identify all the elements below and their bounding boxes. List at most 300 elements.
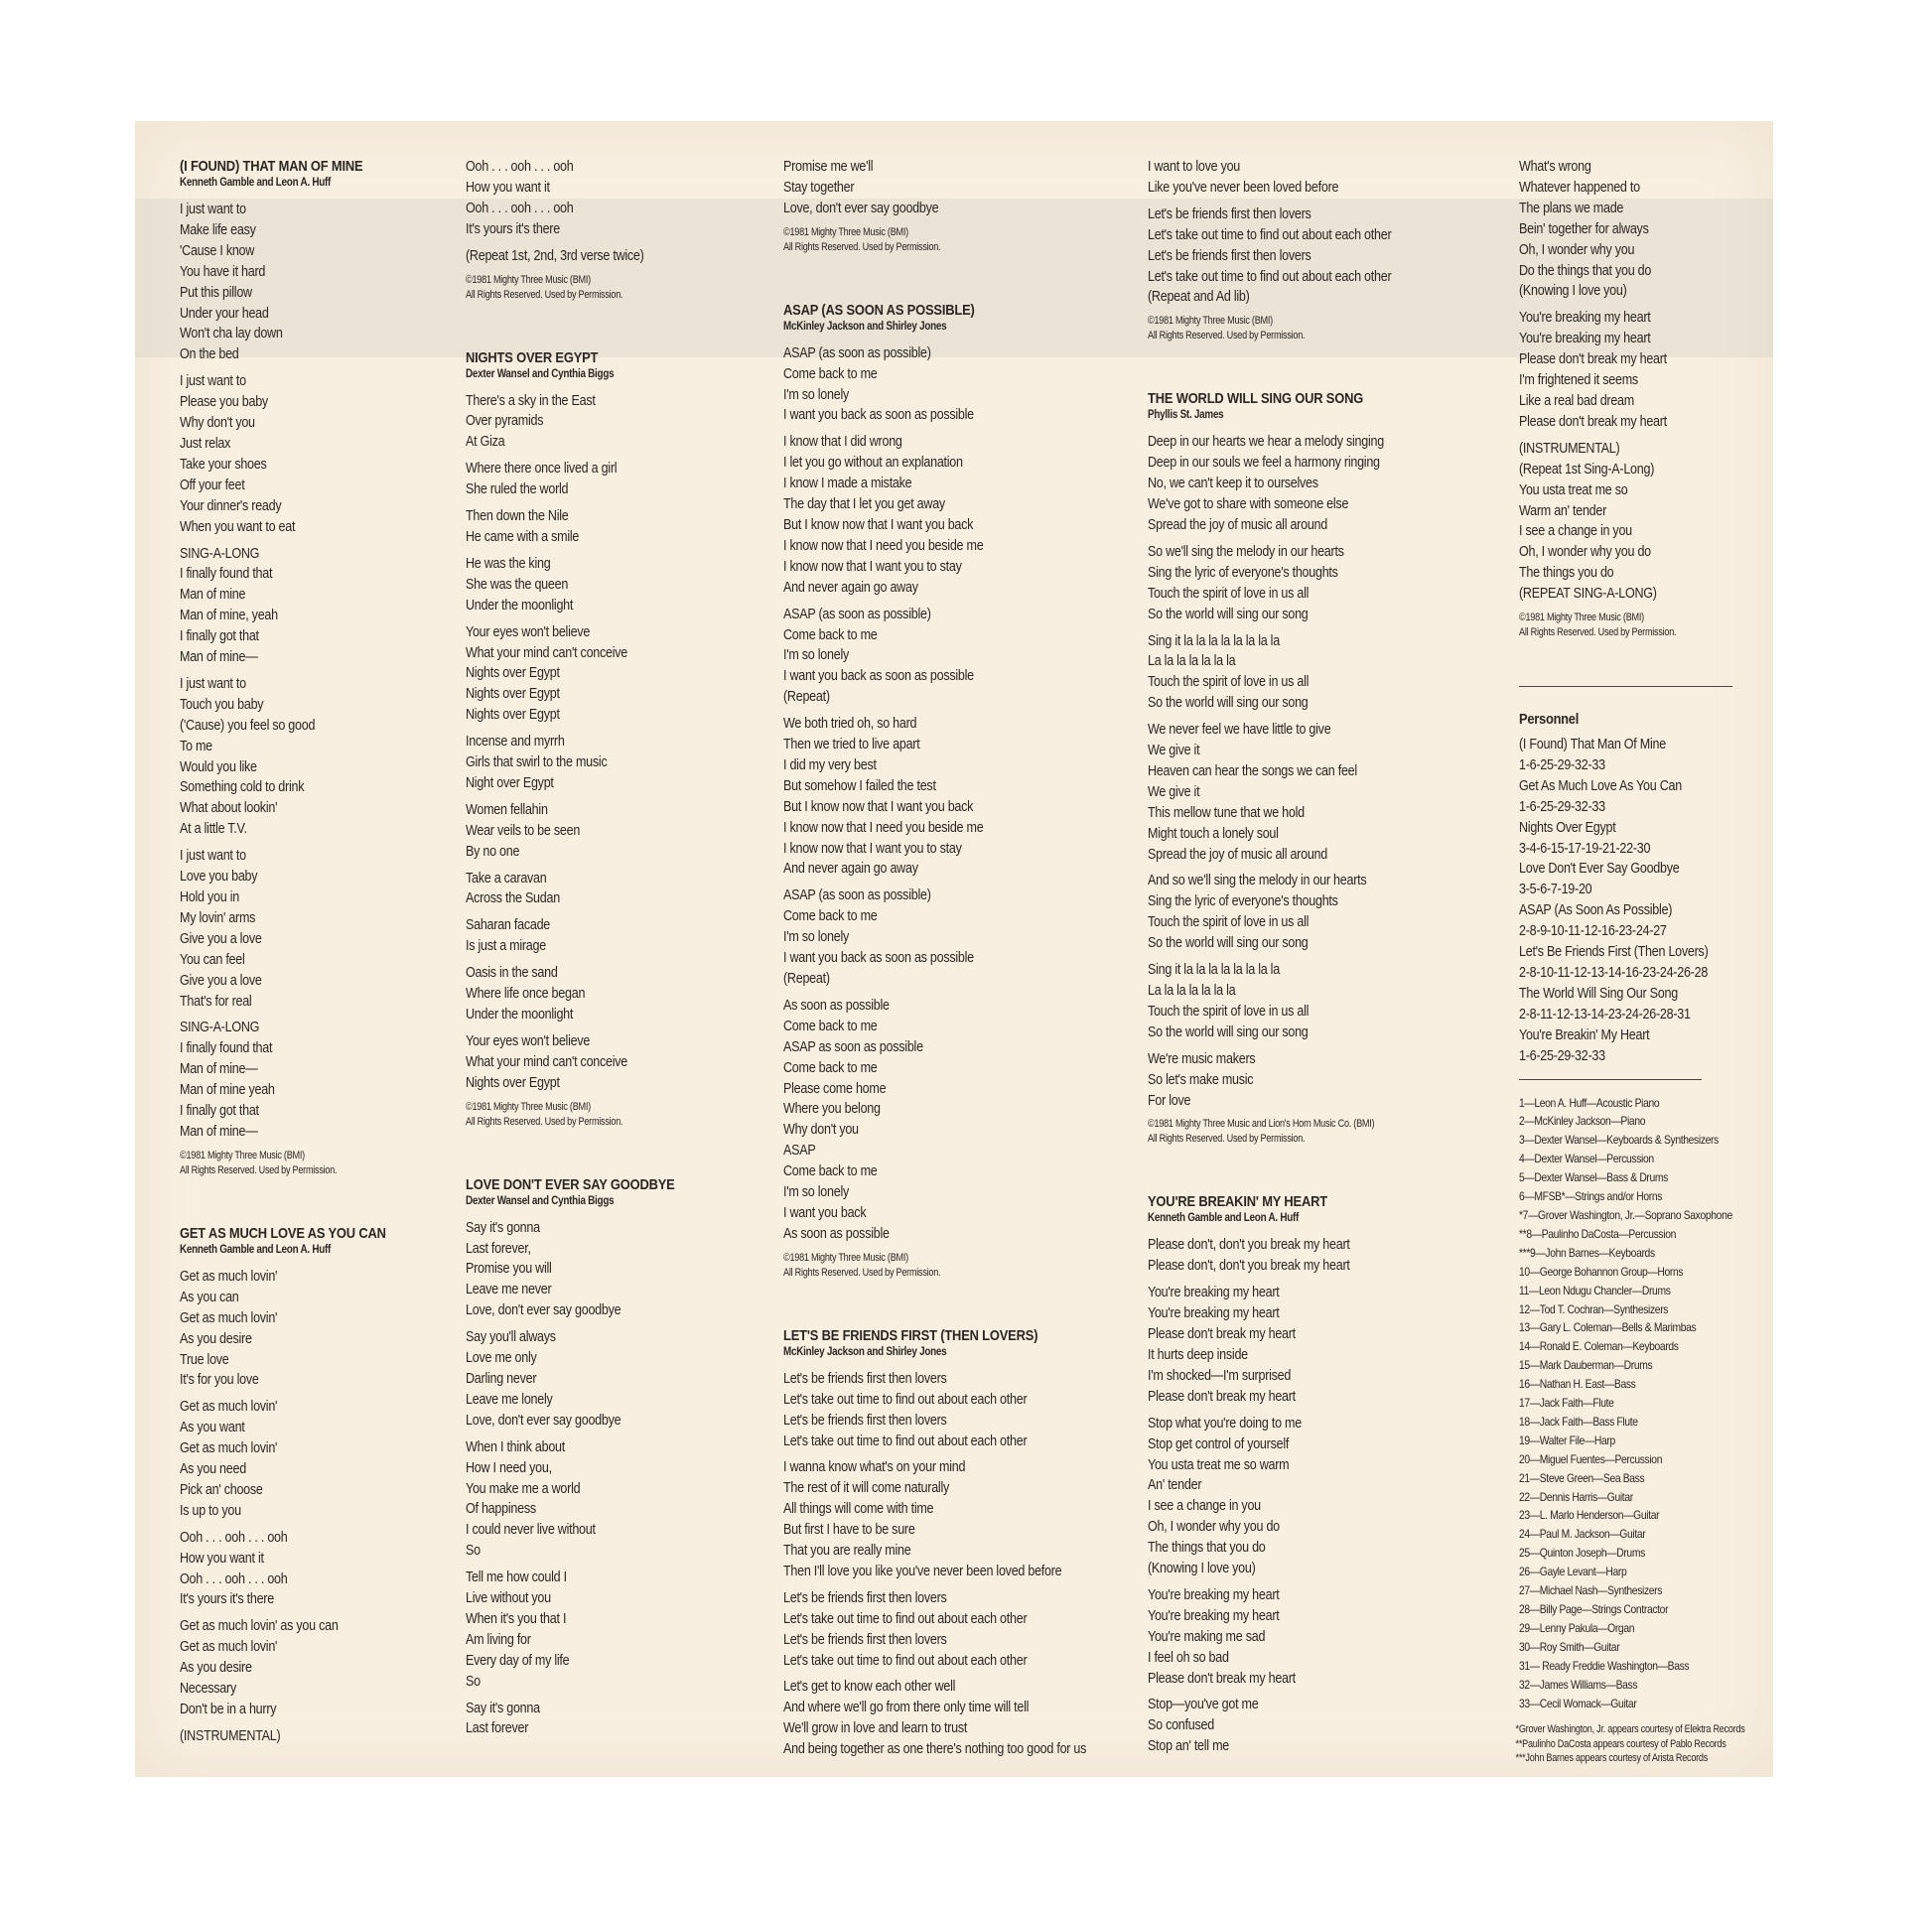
musician-entry: **8—Paulinho DaCosta—Percussion: [1519, 1226, 1676, 1241]
lyric-line: Say you'll always: [466, 1329, 556, 1346]
lyric-line: ASAP (as soon as possible): [783, 606, 931, 622]
lyric-line: Wear veils to be seen: [466, 822, 581, 839]
lyric-line: You're breaking my heart: [1519, 331, 1651, 347]
lyric-line: And so we'll sing the melody in our hearts: [1148, 873, 1367, 889]
lyric-line: Nights over Egypt: [466, 707, 560, 724]
lyric-line: Incense and myrrh: [466, 734, 565, 751]
lyric-line: You can feel: [180, 951, 245, 968]
lyric-line: Love, don't ever say goodbye: [783, 200, 939, 216]
lyric-line: The things you do: [1519, 565, 1614, 582]
musician-entry: 20—Miguel Fuentes—Percussion: [1519, 1451, 1663, 1466]
lyric-line: (Repeat): [783, 971, 830, 987]
divider: [1519, 1079, 1702, 1080]
lyric-line: Please don't break my heart: [1148, 1326, 1296, 1343]
lyric-line: She was the queen: [466, 576, 569, 593]
copyright-line: ©1981 Mighty Three Music (BMI): [1519, 612, 1644, 624]
musician-entry: 16—Nathan H. East—Bass: [1519, 1377, 1636, 1392]
lyric-line: Make life easy: [180, 221, 256, 238]
stanza: [466, 1699, 675, 1740]
song-credit: Kenneth Gamble and Leon A. Huff: [180, 177, 332, 189]
lyric-line: Please don't break my heart: [1148, 1388, 1296, 1405]
musician-entry: 10—George Bohannon Group—Horns: [1519, 1264, 1684, 1279]
lyric-line: So confused: [1148, 1717, 1214, 1734]
footnote: *Grover Washington, Jr. appears courtesy of Elektra Records: [1515, 1723, 1745, 1736]
stanza: [180, 1397, 386, 1521]
lyric-line: There's a sky in the East: [466, 392, 596, 409]
lyric-line: As you desire: [180, 1660, 252, 1677]
stanza: [1148, 1695, 1391, 1757]
lyric-line: He was the king: [466, 555, 551, 572]
lyric-line: You're breaking my heart: [1148, 1305, 1280, 1322]
stanza: [1148, 720, 1391, 865]
personnel-line: Let's Be Friends First (Then Lovers): [1519, 944, 1709, 961]
song-title: LET'S BE FRIENDS FIRST (THEN LOVERS): [783, 1326, 1038, 1344]
personnel-line: Love Don't Ever Say Goodbye: [1519, 861, 1680, 878]
lyric-line: Over pyramids: [466, 413, 544, 430]
song-title: YOU'RE BREAKIN' MY HEART: [1148, 1193, 1327, 1211]
lyric-line: Bein' together for always: [1519, 220, 1649, 237]
stanza: [466, 869, 675, 910]
lyric-line: (Knowing I love you): [1148, 1561, 1256, 1577]
lyric-line: Come back to me: [783, 1163, 878, 1180]
copyright-line: ©1981 Mighty Three Music (BMI): [783, 1251, 908, 1264]
lyric-line: Like a real bad dream: [1519, 392, 1634, 409]
lyric-line: Under your head: [180, 305, 269, 322]
lyric-line: I finally got that: [180, 1103, 259, 1120]
stanza: [783, 886, 1086, 990]
lyric-line: Put this pillow: [180, 284, 252, 301]
musician-entry: 30—Roy Smith—Guitar: [1519, 1639, 1620, 1654]
lyric-line: I let you go without an explanation: [783, 455, 963, 472]
column: [180, 157, 386, 1793]
lyric-line: It's yours it's there: [180, 1591, 274, 1608]
lyric-line: Please you baby: [180, 394, 268, 411]
musician-entry: 23—L. Marlo Henderson—Guitar: [1519, 1508, 1660, 1523]
lyric-line: Sing it la la la la la la la la: [1148, 632, 1280, 649]
lyric-line: I'm so lonely: [783, 647, 850, 664]
lyric-line: As you can: [180, 1289, 239, 1305]
lyric-line: By no one: [466, 843, 520, 860]
lyric-line: Come back to me: [783, 908, 878, 925]
lyric-line: Say it's gonna: [466, 1700, 540, 1716]
lyric-line: Get as much lovin': [180, 1440, 278, 1457]
lyric-line: Touch the spirit of love in us all: [1148, 674, 1310, 691]
lyric-line: Under the moonlight: [466, 1007, 574, 1023]
lyric-line: But first I have to be sure: [783, 1522, 915, 1539]
lyric-line: Just relax: [180, 435, 231, 452]
song-credit: Dexter Wansel and Cynthia Biggs: [466, 367, 615, 380]
personnel-line: 2-8-9-10-11-12-16-23-24-27: [1519, 923, 1667, 940]
lyric-line: Women fellahin: [466, 801, 548, 818]
lyric-line: Off your feet: [180, 477, 245, 493]
musician-entry: 5—Dexter Wansel—Bass & Drums: [1519, 1170, 1668, 1185]
stanza: [466, 391, 675, 454]
lyric-line: Touch the spirit of love in us all: [1148, 585, 1310, 602]
song-block: [1519, 157, 1745, 640]
lyric-line: We've got to share with someone else: [1148, 496, 1349, 513]
lyric-line: ASAP (as soon as possible): [783, 344, 931, 361]
lyric-line: I feel oh so bad: [1148, 1649, 1229, 1666]
lyric-line: Oh, I wonder why you: [1519, 241, 1635, 258]
lyric-line: 'Cause I know: [180, 242, 255, 259]
column: [1515, 157, 1745, 1766]
lyric-line: Whatever happened to: [1519, 179, 1640, 196]
personnel-line: Get As Much Love As You Can: [1519, 777, 1682, 794]
lyric-line: Stop an' tell me: [1148, 1738, 1229, 1755]
lyric-line: (Repeat and Ad lib): [1148, 289, 1250, 306]
copyright-notice: [180, 1149, 386, 1178]
lyric-line: Take a caravan: [466, 870, 547, 887]
lyric-line: Do the things that you do: [1519, 262, 1652, 279]
lyric-line: Then down the Nile: [466, 508, 569, 525]
stanza: [466, 1327, 675, 1432]
lyric-line: (Repeat 1st Sing-A-Long): [1519, 461, 1655, 478]
lyric-line: As you need: [180, 1461, 246, 1478]
stanza: [466, 157, 675, 240]
lyric-line: Man of mine—: [180, 1123, 258, 1140]
lyric-line: Warm an' tender: [1519, 502, 1607, 519]
lyric-line: Nights over Egypt: [466, 1074, 560, 1091]
lyric-line: Spread the joy of music all around: [1148, 846, 1327, 863]
song-credit: McKinley Jackson and Shirley Jones: [783, 1345, 947, 1358]
lyric-line: Take your shoes: [180, 456, 267, 473]
lyric-line: My lovin' arms: [180, 909, 256, 926]
lyric-line: I just want to: [180, 202, 246, 217]
stanza: [1148, 432, 1391, 536]
lyric-line: SING-A-LONG: [180, 545, 260, 562]
lyric-line: How I need you,: [466, 1459, 552, 1476]
lyric-line: Of happiness: [466, 1501, 536, 1518]
lyric-line: Don't be in a hurry: [180, 1702, 277, 1717]
musician-entry: 4—Dexter Wansel—Percussion: [1519, 1152, 1654, 1166]
copyright-notice: [783, 225, 1086, 255]
stanza: [466, 1437, 675, 1562]
lyric-line: Touch the spirit of love in us all: [1148, 1003, 1310, 1020]
personnel-line: 2-8-10-11-12-13-14-16-23-24-26-28: [1519, 965, 1709, 981]
lyric-line: What about lookin': [180, 800, 278, 817]
lyric-line: Then I'll love you like you've never been loved before: [783, 1563, 1062, 1579]
song-title: (I FOUND) THAT MAN OF MINE: [180, 158, 363, 175]
musician-entry: 29—Lenny Pakula—Organ: [1519, 1620, 1635, 1635]
lyric-line: So we'll sing the melody in our hearts: [1148, 543, 1344, 560]
lyric-line: What's wrong: [1519, 159, 1591, 175]
stanza: [1148, 960, 1391, 1043]
stanza: [466, 1218, 675, 1322]
stanza: [180, 200, 386, 365]
lyric-line: I know now that I want you to stay: [783, 558, 962, 575]
lyric-line: Nights over Egypt: [466, 686, 560, 703]
column: [783, 157, 1086, 1806]
stanza: [180, 846, 386, 1012]
lyric-line: (Repeat 1st, 2nd, 3rd verse twice): [466, 247, 644, 264]
lyric-line: I'm frightened it seems: [1519, 372, 1638, 389]
lyric-line: Won't cha lay down: [180, 326, 283, 342]
personnel-line: You're Breakin' My Heart: [1519, 1026, 1650, 1043]
lyric-line: So: [466, 1543, 481, 1560]
lyric-line: When it's you that I: [466, 1610, 567, 1627]
lyric-line: Your eyes won't believe: [466, 1032, 591, 1049]
lyric-line: Ooh . . . ooh . . . ooh: [466, 159, 574, 175]
lyric-line: Come back to me: [783, 626, 878, 643]
copyright-notice: [466, 273, 675, 303]
lyric-line: Let's take out time to find out about each other: [783, 1433, 1028, 1449]
lyric-line: And never again go away: [783, 861, 918, 878]
stanza: [180, 1616, 386, 1720]
column: [466, 157, 675, 1785]
song-block: [783, 157, 1086, 255]
stanza: [466, 1031, 675, 1094]
personnel-line: 1-6-25-29-32-33: [1519, 1047, 1605, 1064]
lyric-line: As soon as possible: [783, 1225, 890, 1242]
lyric-line: Promise you will: [466, 1261, 552, 1278]
lyric-line: It hurts deep inside: [1148, 1346, 1248, 1363]
personnel-line: 1-6-25-29-32-33: [1519, 798, 1605, 815]
footnote: **Paulinho DaCosta appears courtesy of Pablo Records: [1515, 1737, 1726, 1750]
stanza: [180, 1267, 386, 1391]
musician-entry: ***9—John Barnes—Keyboards: [1519, 1245, 1655, 1260]
musician-entry: 33—Cecil Womack—Guitar: [1519, 1696, 1637, 1710]
musician-entry: 18—Jack Faith—Bass Flute: [1519, 1414, 1638, 1429]
divider: [1519, 686, 1732, 687]
lyric-line: Touch the spirit of love in us all: [1148, 914, 1310, 931]
lyric-line: Necessary: [180, 1681, 236, 1698]
lyric-line: This mellow tune that we hold: [1148, 804, 1305, 821]
personnel-line: 3-4-6-15-17-19-21-22-30: [1519, 840, 1651, 857]
song-title: NIGHTS OVER EGYPT: [466, 348, 599, 366]
musician-entry: 21—Steve Green—Sea Bass: [1519, 1470, 1645, 1485]
song-credit: McKinley Jackson and Shirley Jones: [783, 320, 947, 333]
lyric-line: Get as much lovin': [180, 1399, 278, 1416]
lyric-line: Stay together: [783, 179, 855, 196]
lyric-line: Your eyes won't believe: [466, 623, 591, 640]
lyric-line: But I know now that I want you back: [783, 516, 974, 533]
stanza: [1519, 157, 1745, 302]
lyric-line: Leave me lonely: [466, 1391, 553, 1408]
lyric-line: But somehow I failed the test: [783, 777, 936, 794]
stanza: [1148, 871, 1391, 954]
copyright-line: All Rights Reserved. Used by Permission.: [783, 1266, 941, 1279]
footnotes: [1515, 1722, 1745, 1766]
lyric-line: He came with a smile: [466, 528, 580, 545]
lyric-line: I just want to: [180, 373, 246, 390]
lyric-line: Heaven can hear the songs we can feel: [1148, 762, 1357, 779]
stanza: [466, 246, 675, 267]
song-block: [1148, 389, 1391, 1147]
stanza: [1519, 439, 1745, 605]
lyric-line: Across the Sudan: [466, 890, 560, 907]
stanza: [783, 1369, 1086, 1452]
lyric-line: So the world will sing our song: [1148, 695, 1309, 712]
musician-entry: 3—Dexter Wansel—Keyboards & Synthesizers: [1519, 1133, 1719, 1148]
musician-entry: 19—Walter File—Harp: [1519, 1433, 1615, 1447]
lyric-line: You usta treat me so: [1519, 481, 1628, 498]
lyric-line: Man of mine—: [180, 1061, 258, 1078]
song-credit: Dexter Wansel and Cynthia Biggs: [466, 1194, 615, 1207]
lyric-line: (INSTRUMENTAL): [1519, 440, 1620, 457]
musician-entry: 25—Quinton Joseph—Drums: [1519, 1546, 1645, 1561]
song-block: [783, 1326, 1086, 1760]
lyric-line: Man of mine—: [180, 649, 258, 666]
lyric-line: Stop—you've got me: [1148, 1697, 1259, 1713]
stanza: [1148, 1049, 1391, 1112]
song-block: [180, 157, 386, 1178]
copyright-line: ©1981 Mighty Three Music (BMI): [783, 225, 908, 238]
musician-entry: 6—MFSB*—Strings and/or Horns: [1519, 1189, 1663, 1204]
musician-entry: 12—Tod T. Cochran—Synthesizers: [1519, 1301, 1669, 1316]
lyric-line: The things that you do: [1148, 1540, 1266, 1557]
musician-list: [1519, 1094, 1745, 1713]
lyric-line: Stop what you're doing to me: [1148, 1415, 1302, 1432]
stanza: [180, 674, 386, 840]
lyric-line: We'll grow in love and learn to trust: [783, 1720, 968, 1737]
lyric-line: That's for real: [180, 993, 252, 1010]
lyric-line: Why don't you: [783, 1122, 859, 1139]
lyric-line: Oh, I wonder why you do: [1519, 544, 1651, 561]
lyric-line: Come back to me: [783, 365, 878, 382]
stanza: [783, 432, 1086, 598]
lyric-line: Get as much lovin': [180, 1309, 278, 1326]
lyric-line: I know I made a mistake: [783, 476, 912, 492]
lyric-line: Hold you in: [180, 889, 239, 905]
lyric-line: Why don't you: [180, 415, 255, 432]
lyric-line: ('Cause) you feel so good: [180, 717, 316, 734]
lyric-line: So let's make music: [1148, 1071, 1254, 1088]
copyright-line: All Rights Reserved. Used by Permission.: [1148, 330, 1306, 342]
lyric-line: I see a change in you: [1519, 523, 1632, 540]
lyric-line: I want to love you: [1148, 159, 1241, 175]
stanza: [1148, 1414, 1391, 1579]
lyric-line: When you want to eat: [180, 518, 296, 535]
copyright-notice: [1519, 611, 1745, 640]
stanza: [466, 800, 675, 863]
stanza: [1519, 308, 1745, 432]
lyric-line: I know now that I need you beside me: [783, 537, 984, 554]
lyric-line: Night over Egypt: [466, 774, 554, 791]
lyric-line: Sing the lyric of everyone's thoughts: [1148, 564, 1338, 581]
copyright-notice: [1148, 1117, 1391, 1147]
lyric-line: Where life once began: [466, 986, 586, 1003]
stanza: [466, 1568, 675, 1692]
lyric-line: Man of mine, yeah: [180, 608, 278, 624]
musician-entry: 27—Michael Nash—Synthesizers: [1519, 1583, 1663, 1598]
lyric-line: I'm so lonely: [783, 386, 850, 403]
stanza: [180, 544, 386, 668]
stanza: [1148, 631, 1391, 715]
stanza: [466, 506, 675, 548]
lyric-line: We're music makers: [1148, 1050, 1256, 1067]
lyric-line: Would you like: [180, 758, 257, 775]
copyright-line: All Rights Reserved. Used by Permission.: [466, 288, 623, 301]
musician-entry: *7—Grover Washington, Jr.—Soprano Saxophone: [1519, 1207, 1732, 1222]
musician-entry: 11—Leon Ndugu Chancler—Drums: [1519, 1283, 1671, 1297]
lyric-line: Sing it la la la la la la la la: [1148, 962, 1280, 979]
lyric-line: I know now that I need you beside me: [783, 819, 984, 836]
lyric-line: So the world will sing our song: [1148, 1024, 1309, 1040]
lyric-line: You're breaking my heart: [1148, 1586, 1280, 1603]
lyric-line: Please don't break my heart: [1519, 413, 1667, 430]
lyric-line: (Knowing I love you): [1519, 283, 1627, 300]
lyric-line: At a little T.V.: [180, 821, 247, 838]
lyric-line: You're breaking my heart: [1148, 1285, 1280, 1301]
musician-entry: 28—Billy Page—Strings Contractor: [1519, 1602, 1669, 1616]
lyric-line: I finally found that: [180, 1040, 273, 1057]
lyric-line: We give it: [1148, 783, 1200, 800]
lyric-line: La la la la la la la: [1148, 983, 1236, 999]
lyric-line: At Giza: [466, 434, 505, 451]
lyric-line: No, we can't keep it to ourselves: [1148, 476, 1318, 492]
lyric-line: And being together as one there's nothing too good for us: [783, 1741, 1087, 1758]
lyric-line: Please don't break my heart: [1148, 1670, 1296, 1687]
lyric-line: SING-A-LONG: [180, 1020, 260, 1036]
lyric-line: That you are really mine: [783, 1543, 911, 1560]
column: [1148, 157, 1391, 1803]
lyric-line: And never again go away: [783, 579, 918, 596]
lyric-line: I know that I did wrong: [783, 434, 902, 451]
lyric-line: So the world will sing our song: [1148, 606, 1309, 622]
lyric-line: As soon as possible: [783, 997, 890, 1014]
lyric-line: Am living for: [466, 1631, 531, 1648]
lyric-line: Love, don't ever say goodbye: [466, 1412, 621, 1429]
lyric-line: Saharan facade: [466, 917, 551, 934]
lyric-line: I want you back as soon as possible: [783, 950, 974, 967]
musician-entry: 15—Mark Dauberman—Drums: [1519, 1358, 1653, 1373]
lyric-line: Love you baby: [180, 869, 258, 886]
lyric-line: Love, don't ever say goodbye: [466, 1302, 621, 1319]
lyric-line: ASAP: [783, 1143, 816, 1160]
lyric-line: Deep in our hearts we hear a melody singing: [1148, 434, 1384, 451]
lyric-line: The rest of it will come naturally: [783, 1480, 950, 1497]
lyric-line: It's yours it's there: [466, 220, 560, 237]
lyric-line: Let's get to know each other well: [783, 1679, 956, 1696]
lyric-line: Get as much lovin' as you can: [180, 1618, 339, 1635]
lyric-line: An' tender: [1148, 1477, 1202, 1494]
lyric-line: Let's be friends first then lovers: [1148, 247, 1311, 264]
stanza: [180, 1018, 386, 1142]
lyric-line: I finally got that: [180, 628, 259, 645]
lyric-line: So the world will sing our song: [1148, 935, 1309, 952]
lyric-line: I want you back as soon as possible: [783, 668, 974, 685]
lyric-line: Please don't, don't you break my heart: [1148, 1237, 1350, 1254]
lyric-line: And where we'll go from there only time will tell: [783, 1700, 1030, 1716]
stanza: [783, 1588, 1086, 1672]
lyric-line: La la la la la la la: [1148, 653, 1236, 670]
stanza: [1148, 205, 1391, 309]
lyric-line: True love: [180, 1351, 229, 1368]
lyric-line: Oh, I wonder why you do: [1148, 1519, 1280, 1536]
song-credit: Kenneth Gamble and Leon A. Huff: [1148, 1212, 1300, 1225]
lyric-line: Let's be friends first then lovers: [783, 1589, 947, 1606]
personnel-line: (I Found) That Man Of Mine: [1519, 737, 1666, 753]
copyright-line: All Rights Reserved. Used by Permission.: [180, 1163, 338, 1176]
lyric-line: How you want it: [180, 1550, 264, 1567]
copyright-notice: [1148, 314, 1391, 343]
lyric-line: But I know now that I want you back: [783, 798, 974, 815]
personnel-line: 3-5-6-7-19-20: [1519, 882, 1592, 898]
lyric-line: You have it hard: [180, 263, 266, 280]
musician-entry: 2—McKinley Jackson—Piano: [1519, 1114, 1646, 1129]
stanza: [466, 554, 675, 616]
lyric-line: Like you've never been loved before: [1148, 179, 1339, 196]
lyric-line: Let's be friends first then lovers: [1148, 205, 1311, 222]
lyric-line: Let's take out time to find out about each other: [1148, 268, 1392, 285]
lyric-line: Stop get control of yourself: [1148, 1435, 1290, 1452]
lyric-line: Promise me we'll: [783, 159, 874, 175]
lyric-line: I'm so lonely: [783, 1184, 850, 1201]
lyric-line: Let's take out time to find out about each other: [1148, 226, 1392, 243]
lyric-line: Get as much lovin': [180, 1268, 278, 1285]
copyright-line: All Rights Reserved. Used by Permission.: [783, 240, 941, 253]
stanza: [1148, 1235, 1391, 1277]
